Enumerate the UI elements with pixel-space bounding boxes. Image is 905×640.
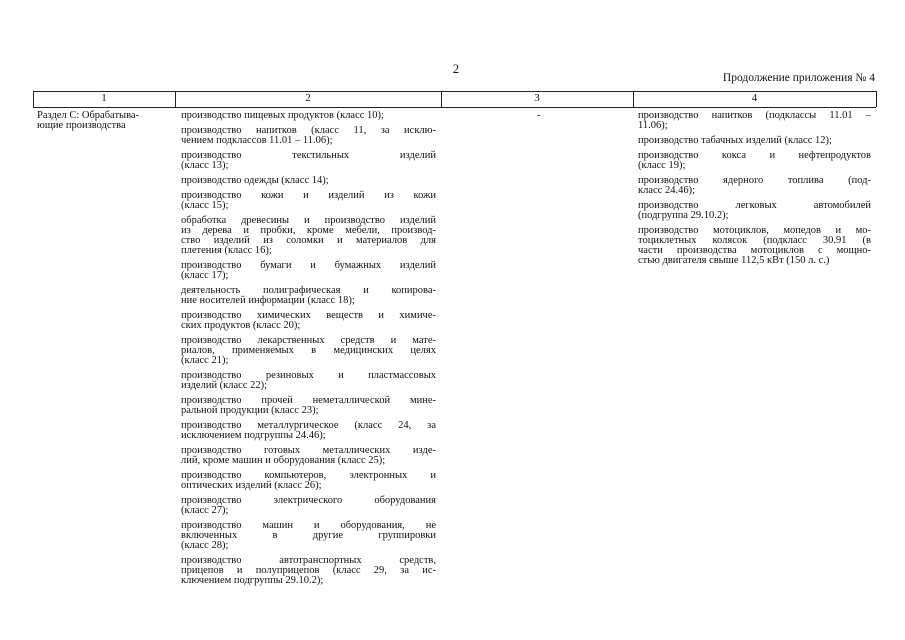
list-item-line: производство электрического оборудования [181, 495, 436, 506]
list-item [181, 371, 436, 391]
list-item-line: ство изделий из соломки и материалов для [181, 235, 436, 246]
list-item-line: производство напитков (подклассы 11.01 – [638, 110, 871, 121]
list-item-line: (класс 13); [181, 160, 229, 171]
list-item [181, 191, 436, 211]
excluded-activities-list [638, 111, 871, 271]
section-label [37, 111, 167, 131]
list-item [181, 311, 436, 331]
list-item-line: исключением подгруппы 24.46); [181, 430, 326, 441]
list-item-line: изделий (класс 22); [181, 380, 268, 391]
section-label-line: Раздел C: Обрабатыва- [37, 110, 140, 121]
list-item-line: деятельность полиграфическая и копирова- [181, 285, 436, 296]
list-item-line: производство химических веществ и химиче- [181, 310, 436, 321]
list-item-line: риалов, применяемых в медицинских целях [181, 345, 436, 356]
list-item [638, 226, 871, 266]
column-number: 1 [101, 92, 107, 104]
list-item-line: обработка древесины и производство изделий [181, 215, 436, 226]
list-item [181, 126, 436, 146]
list-item [181, 446, 436, 466]
list-item-line: стью двигателя свыше 112,5 кВт (150 л. с.) [638, 255, 830, 266]
list-item-line: (класс 15); [181, 200, 229, 211]
list-item-line: (класс 17); [181, 270, 229, 281]
list-item-line: (класс 19); [638, 160, 686, 171]
list-item [181, 111, 436, 121]
list-item-line: производство кожи и изделий из кожи [181, 190, 436, 201]
list-item [181, 336, 436, 366]
page-number: 2 [452, 62, 460, 76]
list-item [181, 396, 436, 416]
column-number: 4 [751, 92, 758, 104]
list-item [638, 201, 871, 221]
list-item-line: производство табачных изделий (класс 12); [638, 135, 832, 146]
list-item-line: (класс 27); [181, 505, 229, 516]
list-item-line: части производства мотоциклов с мощно- [638, 245, 871, 256]
list-item-line: тоциклетных колясок (подкласс 30.91 (в [638, 235, 871, 246]
list-item-line: лий, кроме машин и оборудования (класс 25); [181, 455, 386, 466]
list-item-line: из дерева и пробки, кроме мебели, производ- [181, 225, 436, 236]
column-number: 3 [534, 92, 540, 104]
list-item-line: производство легковых автомобилей [638, 200, 871, 211]
list-item-line: производство мотоциклов, мопедов и мо- [638, 225, 871, 236]
list-item [181, 151, 436, 171]
list-item-line: (класс 28); [181, 540, 229, 551]
list-item-line: производство прочей неметаллической мине- [181, 395, 436, 406]
list-item-line: включенных в другие группировки [181, 530, 436, 541]
list-item-line: ских продуктов (класс 20); [181, 320, 301, 331]
list-item-line: производство одежды (класс 14); [181, 175, 329, 186]
list-item [181, 421, 436, 441]
list-item-line: производство резиновых и пластмассовых [181, 370, 436, 381]
list-item-line: ральной продукции (класс 23); [181, 405, 319, 416]
list-item-line: плетения (класс 16); [181, 245, 272, 256]
list-item [638, 176, 871, 196]
list-item-line: 11.06); [638, 120, 668, 131]
list-item-line: производство пищевых продуктов (класс 10); [181, 110, 384, 121]
list-item [181, 286, 436, 306]
list-item-line: производство бумаги и бумажных изделий [181, 260, 436, 271]
continuation-label: Продолжение приложения № 4 [722, 72, 875, 84]
list-item-line: производство текстильных изделий [181, 150, 436, 161]
list-item [181, 261, 436, 281]
list-item-line: производство напитков (класс 11, за исклю- [181, 125, 436, 136]
list-item [181, 521, 436, 551]
list-item [638, 151, 871, 171]
list-item-line: производство ядерного топлива (под- [638, 175, 871, 186]
list-item-line: производство компьютеров, электронных и [181, 470, 436, 481]
list-item-line: производство автотранспортных средств, [181, 555, 436, 566]
header-bottom-border [33, 107, 876, 108]
list-item-line: (подгруппа 29.10.2); [638, 210, 729, 221]
list-item-line: ние носителей информации (класс 18); [181, 295, 355, 306]
column-number: 2 [305, 92, 311, 104]
list-item [181, 471, 436, 491]
list-item [181, 216, 436, 256]
list-item-line: производство лекарственных средств и мате- [181, 335, 436, 346]
list-item-line: производство машин и оборудования, не [181, 520, 436, 531]
column-divider [876, 91, 877, 107]
column3-value: - [537, 110, 541, 121]
list-item-line: класс 24.46); [638, 185, 695, 196]
section-label-line: ющие производства [37, 120, 126, 131]
list-item-line: прицепов и полуприцепов (класс 29, за ис- [181, 565, 436, 576]
list-item-line: чением подклассов 11.01 – 11.06); [181, 135, 333, 146]
list-item [181, 556, 436, 586]
list-item-line: оптических изделий (класс 26); [181, 480, 322, 491]
activities-list [181, 111, 436, 591]
list-item-line: производство металлургическое (класс 24, за [181, 420, 436, 431]
list-item [181, 496, 436, 516]
list-item-line: производство готовых металлических изде- [181, 445, 436, 456]
list-item-line: ключением подгруппы 29.10.2); [181, 575, 324, 586]
list-item [638, 136, 871, 146]
list-item-line: (класс 21); [181, 355, 229, 366]
list-item [181, 176, 436, 186]
list-item-line: производство кокса и нефтепродуктов [638, 150, 871, 161]
list-item [638, 111, 871, 131]
